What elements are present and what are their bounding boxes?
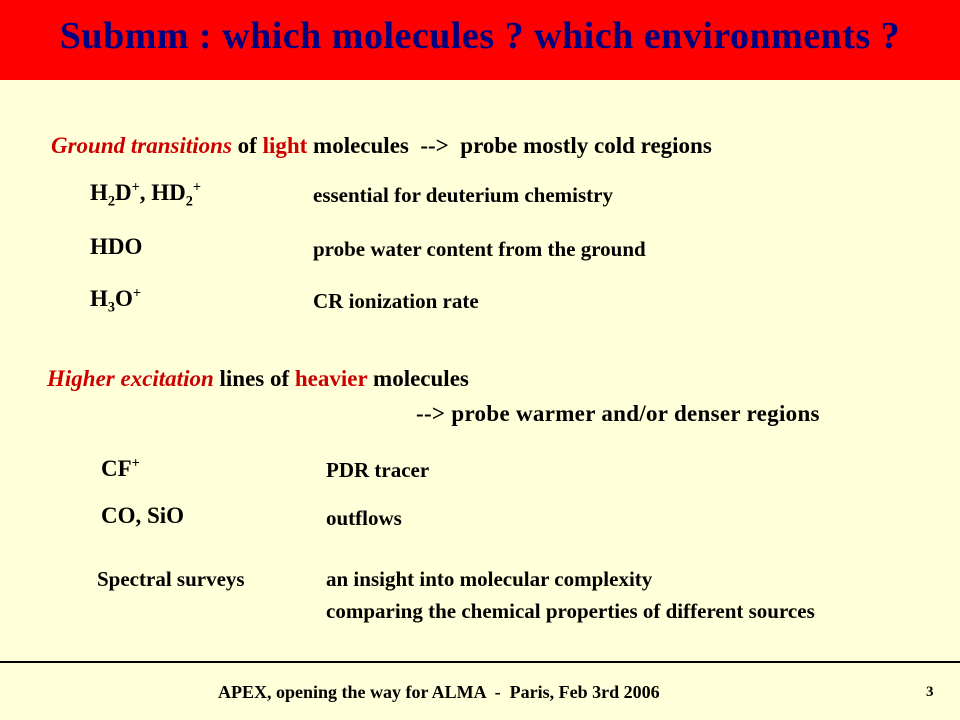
- section2-heading: [47, 366, 469, 392]
- footer-divider: [0, 661, 960, 663]
- section1-heading-text2: molecules --> probe mostly cold regions: [313, 133, 712, 158]
- footer-text: APEX, opening the way for ALMA - Paris, Feb 3rd 2006: [218, 682, 660, 702]
- section1-heading: [51, 133, 712, 159]
- page-number: 3: [926, 684, 934, 700]
- section1-heading-italic: Ground transitions: [51, 133, 232, 158]
- molecule-hdo: HDO: [90, 234, 143, 259]
- section2-heading-text1: lines of: [219, 366, 290, 391]
- section2-heading-highlight: heavier: [294, 366, 368, 391]
- molecule-cf: CF+: [101, 455, 140, 481]
- description-deuterium: essential for deuterium chemistry: [313, 183, 613, 207]
- section2-heading-line2: --> probe warmer and/or denser regions: [416, 401, 820, 426]
- molecule-h3o: $H_3O^+$: [90, 285, 142, 316]
- description-pdr: PDR tracer: [326, 458, 430, 482]
- section1-heading-text1: of: [237, 133, 257, 158]
- slide-title: Submm : which molecules ? which environments ?: [59, 15, 901, 57]
- section2-heading-text2: molecules: [373, 366, 469, 391]
- surveys-label: Spectral surveys: [97, 567, 245, 591]
- molecule-co-sio: CO, SiO: [101, 503, 185, 528]
- surveys-line2: comparing the chemical properties of different sources: [326, 599, 815, 623]
- section1-heading-highlight: light: [262, 133, 308, 158]
- section2-heading-italic: Higher excitation: [47, 366, 214, 391]
- description-cr-ionization: CR ionization rate: [313, 289, 479, 313]
- description-water: probe water content from the ground: [313, 237, 646, 261]
- molecule-h2d-hd2: $H_2D^+$, $HD_2^+$: [90, 179, 202, 210]
- description-outflows: outflows: [326, 506, 402, 530]
- surveys-line1: an insight into molecular complexity: [326, 567, 653, 591]
